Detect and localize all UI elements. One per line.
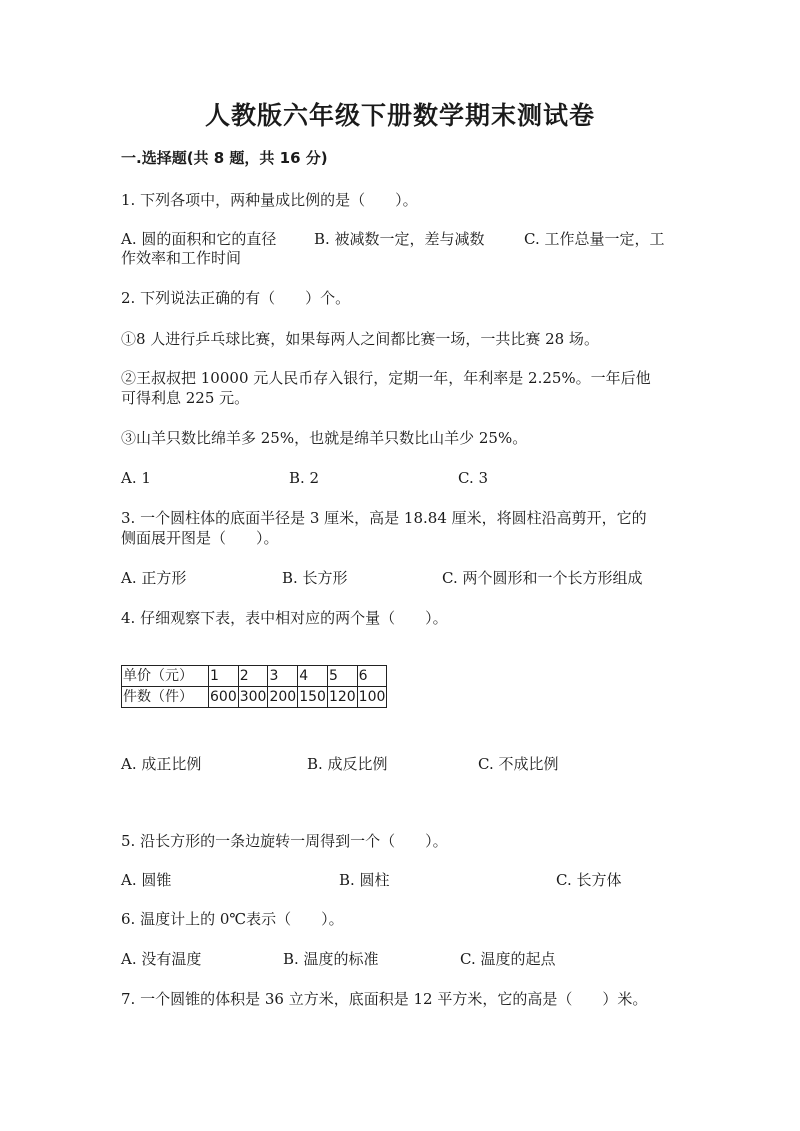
- question-1-option-c: C. 工作总量一定，工: [524, 230, 665, 248]
- question-4-option-a: A. 成正比例: [121, 755, 202, 773]
- question-5-option-a: A. 圆锥: [121, 871, 172, 889]
- table-cell: 200: [268, 687, 298, 708]
- table-cell: 120: [327, 687, 357, 708]
- question-2-stem: 2. 下列说法正确的有（ ）个。: [121, 289, 351, 307]
- price-quantity-table: [121, 665, 387, 708]
- question-3-option-b: B. 长方形: [282, 569, 348, 587]
- table-cell: 150: [298, 687, 328, 708]
- table-header-cell: 件数（件）: [122, 687, 209, 708]
- table-cell: 5: [327, 666, 357, 687]
- question-5-option-b: B. 圆柱: [339, 871, 390, 889]
- table-cell: 3: [268, 666, 298, 687]
- question-2-option-b: B. 2: [289, 469, 320, 487]
- question-3-stem-continued: 侧面展开图是（ ）。: [121, 529, 279, 547]
- question-1-option-a: A. 圆的面积和它的直径: [121, 230, 277, 248]
- table-cell: 4: [298, 666, 328, 687]
- question-2-statement-2: ②王叔叔把 10000 元人民币存入银行，定期一年，年利率是 2.25%。一年后他: [121, 369, 651, 387]
- table-cell: 1: [209, 666, 239, 687]
- question-6-option-b: B. 温度的标准: [283, 950, 379, 968]
- section-heading: 一.选择题(共 8 题，共 16 分): [121, 149, 328, 167]
- table-cell: 300: [238, 687, 268, 708]
- table-row: [122, 666, 387, 687]
- question-4-stem: 4. 仔细观察下表，表中相对应的两个量（ ）。: [121, 609, 448, 627]
- page-title: 人教版六年级下册数学期末测试卷: [204, 101, 595, 130]
- question-1-stem: 1. 下列各项中，两种量成比例的是（ ）。: [121, 191, 418, 209]
- table-cell: 6: [357, 666, 387, 687]
- table-cell: 600: [209, 687, 239, 708]
- question-2-statement-1: ①8 人进行乒乓球比赛，如果每两人之间都比赛一场，一共比赛 28 场。: [121, 330, 599, 348]
- question-4-option-b: B. 成反比例: [307, 755, 388, 773]
- question-6-option-c: C. 温度的起点: [460, 950, 556, 968]
- table-cell: 2: [238, 666, 268, 687]
- table-header-cell: 单价（元）: [122, 666, 209, 687]
- question-5-option-c: C. 长方体: [556, 871, 622, 889]
- question-2-statement-3: ③山羊只数比绵羊多 25%，也就是绵羊只数比山羊少 25%。: [121, 429, 528, 447]
- question-2-option-a: A. 1: [121, 469, 151, 487]
- question-2-statement-2-continued: 可得利息 225 元。: [121, 389, 250, 407]
- question-5-stem: 5. 沿长方形的一条边旋转一周得到一个（ ）。: [121, 832, 448, 850]
- question-4-option-c: C. 不成比例: [478, 755, 559, 773]
- table-cell: 100: [357, 687, 387, 708]
- question-3-stem: 3. 一个圆柱体的底面半径是 3 厘米，高是 18.84 厘米，将圆柱沿高剪开，它的: [121, 509, 647, 527]
- question-3-option-c: C. 两个圆形和一个长方形组成: [442, 569, 643, 587]
- question-6-option-a: A. 没有温度: [121, 950, 202, 968]
- question-6-stem: 6. 温度计上的 0℃表示（ ）。: [121, 910, 344, 928]
- question-3-option-a: A. 正方形: [121, 569, 187, 587]
- question-7-stem: 7. 一个圆锥的体积是 36 立方米，底面积是 12 平方米，它的高是（ ）米。: [121, 990, 648, 1008]
- question-1-option-c-continued: 作效率和工作时间: [121, 249, 242, 267]
- question-1-option-b: B. 被减数一定，差与减数: [314, 230, 485, 248]
- question-2-option-c: C. 3: [458, 469, 489, 487]
- table-row: [122, 687, 387, 708]
